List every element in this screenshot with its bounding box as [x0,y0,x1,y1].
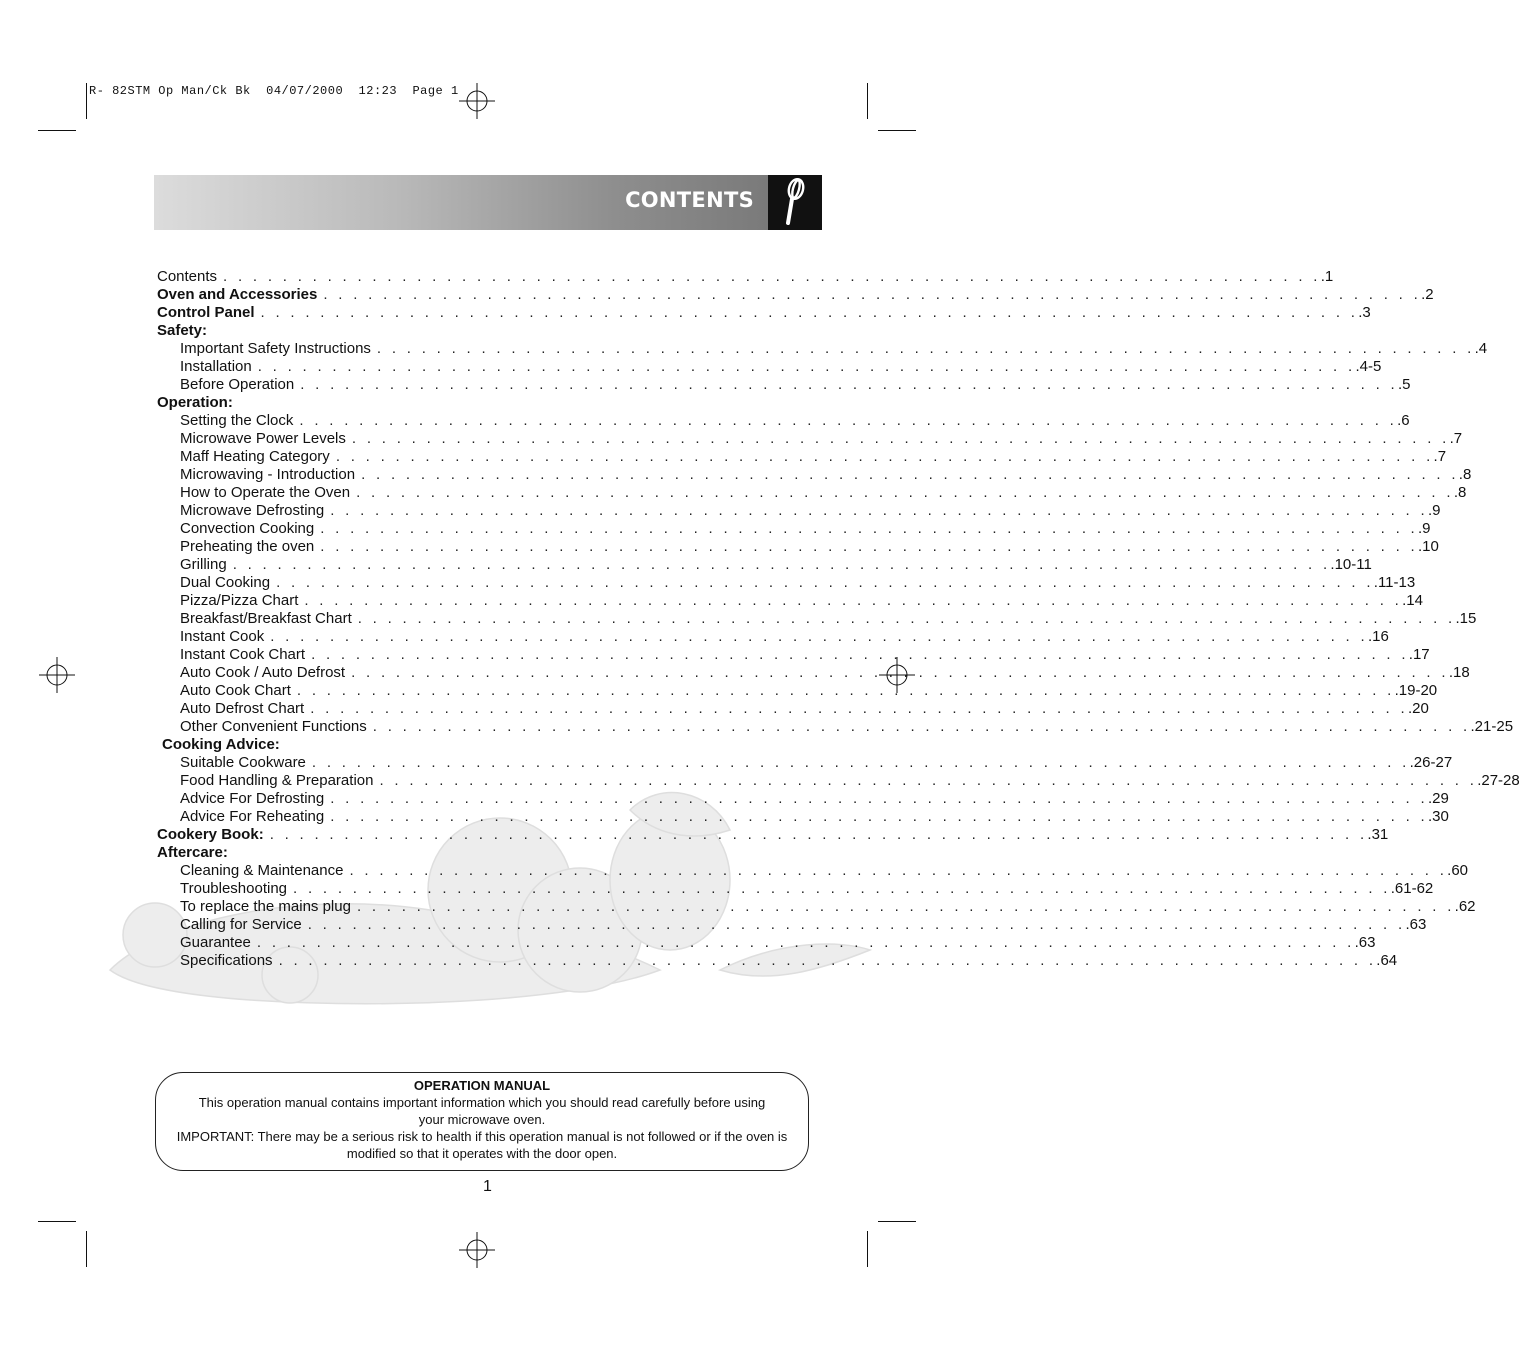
toc-leader-dots: . . . . . . . . . . . . . . . . . . . . . . . . . . . . . . . . . . . . . . . . . . . . . . . . . . . . . . . . . . . . . . . . . . . . . . . . . . [310,700,1408,717]
banner-icon-box [768,175,822,230]
toc-entry-page: .4 [1474,340,1488,357]
toc-entry-label: Cooking Advice: [162,736,280,753]
toc-entry-label: Advice For Defrosting [180,790,325,807]
toc-entry-label: Advice For Reheating [180,808,325,825]
toc-leader-dots: . . . . . . . . . . . . . . . . . . . . . . . . . . . . . . . . . . . . . . . . . . . . . . . . . . . . . . . . . . . . . . . . . . . . . . . . . . [320,538,1418,555]
toc-leader-dots: . . . . . . . . . . . . . . . . . . . . . . . . . . . . . . . . . . . . . . . . . . . . . . . . . . . . . . . . . . . . . . . . . . . . . . . . . . [311,646,1409,663]
toc-entry [157,808,1449,826]
toc-entry [157,700,1429,718]
toc-entry [157,592,1423,610]
toc-entry [157,322,814,340]
toc-entry-label: Auto Cook / Auto Defrost [180,664,346,681]
toc-leader-dots: . . . . . . . . . . . . . . . . . . . . . . . . . . . . . . . . . . . . . . . . . . . . . . . . . . . . . . . . . . . . . . . . . . . . . . . . . . [299,412,1398,429]
toc-entry [157,484,1467,502]
toc-entry [157,898,1476,916]
toc-entry [157,340,1488,358]
toc-leader-dots: . . . . . . . . . . . . . . . . . . . . . . . . . . . . . . . . . . . . . . . . . . . . . . . . . . . . . . . . . . . . . . . . . . . . . . . . . . [323,286,1422,303]
toc-leader-dots: . . . . . . . . . . . . . . . . . . . . . . . . . . . . . . . . . . . . . . . . . . . . . . . . . . . . . . . . . . . . . . . . . . . . . . . . . . [379,772,1478,789]
toc-entry [157,916,1427,934]
toc-entry-label: Oven and Accessories [157,286,318,303]
toc-entry [157,358,1382,376]
toc-entry-label: Important Safety Instructions [180,340,371,357]
toc-leader-dots: . . . . . . . . . . . . . . . . . . . . . . . . . . . . . . . . . . . . . . . . . . . . . . . . . . . . . . . . . . . . . . . . . . . . . . . . . . [330,790,1428,807]
toc-leader-dots: . . . . . . . . . . . . . . . . . . . . . . . . . . . . . . . . . . . . . . . . . . . . . . . . . . . . . . . . . . . . . . . . . . . . . . . . . . [223,268,1321,285]
toc-entry [157,466,1472,484]
crop-mark [38,1221,76,1222]
toc-entry-page: .29 [1427,790,1449,807]
page-number: 1 [483,1178,492,1195]
toc-entry-label: Installation [180,358,252,375]
toc-entry-label: Before Operation [180,376,295,393]
toc-entry-label: Auto Defrost Chart [180,700,305,717]
toc-entry-page: .1 [1320,268,1334,285]
toc-entry-label: Instant Cook [180,628,265,645]
toc-entry-page: .61-62 [1390,880,1434,897]
toc-entry [157,376,1411,394]
toc-leader-dots: . . . . . . . . . . . . . . . . . . . . . . . . . . . . . . . . . . . . . . . . . . . . . . . . . . . . . . . . . . . . . . . . . . . . . . . . . . [376,340,1475,357]
toc-leader-dots: . . . . . . . . . . . . . . . . . . . . . . . . . . . . . . . . . . . . . . . . . . . . . . . . . . . . . . . . . . . . . . . . . . . . . . . . . . [300,376,1398,393]
toc-entry-label: Setting the Clock [180,412,294,429]
toc-leader-dots: . . . . . . . . . . . . . . . . . . . . . . . . . . . . . . . . . . . . . . . . . . . . . . . . . . . . . . . . . . . . . . . . . . . . . . . . . . [349,862,1448,879]
crop-mark [86,1231,87,1267]
toc-entry [157,628,1389,646]
toc-entry [157,574,1416,592]
toc-entry-page: .20 [1407,700,1429,717]
toc-entry-page: .17 [1408,646,1430,663]
toc-entry-label: Control Panel [157,304,255,321]
toc-entry [157,934,1376,952]
toc-entry-page: .16 [1367,628,1389,645]
toc-leader-dots: . . . . . . . . . . . . . . . . . . . . . . . . . . . . . . . . . . . . . . . . . . . . . . . . . . . . . . . . . . . . . . . . . . . . . . . . . . [351,430,1450,447]
toc-entry-page: .3 [1358,304,1371,321]
toc-entry-label: To replace the mains plug [180,898,351,915]
toc-entry [157,538,1439,556]
toc-entry [157,880,1434,898]
toc-entry-page: .4-5 [1355,358,1382,375]
toc-entry [157,844,814,862]
toc-entry-label: Microwave Power Levels [180,430,346,447]
notice-line: modified so that it operates with the door open. [346,1146,618,1161]
toc-leader-dots: . . . . . . . . . . . . . . . . . . . . . . . . . . . . . . . . . . . . . . . . . . . . . . . . . . . . . . . . . . . . . . . . . . . . . . . . . . [357,610,1456,627]
crop-mark [878,1221,916,1222]
toc-entry [157,286,1434,304]
crop-mark [86,83,87,119]
toc-entry-label: Dual Cooking [180,574,271,591]
toc-entry [157,556,1372,574]
toc-entry [157,520,1431,538]
toc-leader-dots: . . . . . . . . . . . . . . . . . . . . . . . . . . . . . . . . . . . . . . . . . . . . . . . . . . . . . . . . . . . . . . . . . . . . . . . . . . [307,916,1406,933]
toc-leader-dots: . . . . . . . . . . . . . . . . . . . . . . . . . . . . . . . . . . . . . . . . . . . . . . . . . . . . . . . . . . . . . . . . . . . . . . . . . . [351,664,1449,681]
toc-leader-dots: . . . . . . . . . . . . . . . . . . . . . . . . . . . . . . . . . . . . . . . . . . . . . . . . . . . . . . . . . . . . . . . . . . . . . . . . . . [311,754,1410,771]
notice-line: your microwave oven. [418,1112,546,1127]
toc-entry-page: .9 [1417,520,1431,537]
toc-entry-label: Safety: [157,322,208,339]
toc-entry-label: Calling for Service [180,916,302,933]
contents-banner [154,175,768,230]
toc-entry-label: Microwaving - Introduction [180,466,356,483]
toc-entry-label: Microwave Defrosting [180,502,325,519]
toc-entry [157,790,1449,808]
toc-leader-dots: . . . . . . . . . . . . . . . . . . . . . . . . . . . . . . . . . . . . . . . . . . . . . . . . . . . . . . . . . . . . . . . . . . . . . . . . . . [256,934,1355,951]
toc-entry-page: .2 [1421,286,1434,303]
crop-mark [867,83,868,119]
toc-entry [157,304,1371,322]
toc-entry-page: .64 [1376,952,1398,969]
toc-leader-dots: . . . . . . . . . . . . . . . . . . . . . . . . . . . . . . . . . . . . . . . . . . . . . . . . . . . . . . . . . . . . . . . . . . . . . . . . . . [260,304,1359,321]
toc-entry [157,646,1430,664]
toc-entry-label: How to Operate the Oven [180,484,351,501]
toc-entry-label: Cleaning & Maintenance [180,862,344,879]
toc-entry-label: Grilling [180,556,227,573]
toc-entry-label: Instant Cook Chart [180,646,306,663]
whisk-icon [768,175,822,230]
toc-entry [157,502,1441,520]
toc-entry [157,736,814,754]
toc-entry-page: .31 [1367,826,1389,843]
toc-entry-page: .27-28 [1477,772,1520,789]
toc-leader-dots: . . . . . . . . . . . . . . . . . . . . . . . . . . . . . . . . . . . . . . . . . . . . . . . . . . . . . . . . . . . . . . . . . . . . . . . . . . [320,520,1418,537]
toc-entry-page: .30 [1427,808,1449,825]
toc-entry-page: .8 [1458,466,1472,483]
toc-entry-label: Maff Heating Category [180,448,330,465]
toc-entry [157,826,1389,844]
toc-leader-dots: . . . . . . . . . . . . . . . . . . . . . . . . . . . . . . . . . . . . . . . . . . . . . . . . . . . . . . . . . . . . . . . . . . . . . . . . . . [330,808,1428,825]
toc-entry [157,682,1438,700]
toc-entry-label: Convection Cooking [180,520,315,537]
toc-entry-page: .11-13 [1373,574,1416,591]
toc-entry-page: .5 [1397,376,1411,393]
toc-entry-label: Other Convenient Functions [180,718,367,735]
operation-manual-notice [155,1072,809,1171]
toc-entry-label: Guarantee [180,934,251,951]
toc-entry-label: Aftercare: [157,844,228,861]
toc-entry-label: Specifications [180,952,273,969]
toc-entry-label: Food Handling & Preparation [180,772,374,789]
registration-mark-icon [39,657,75,693]
toc-entry-page: .7 [1433,448,1447,465]
registration-mark-icon [459,83,495,119]
crop-mark [867,1231,868,1267]
toc-entry [157,754,1453,772]
toc-leader-dots: . . . . . . . . . . . . . . . . . . . . . . . . . . . . . . . . . . . . . . . . . . . . . . . . . . . . . . . . . . . . . . . . . . . . . . . . . . [356,484,1454,501]
toc-leader-dots: . . . . . . . . . . . . . . . . . . . . . . . . . . . . . . . . . . . . . . . . . . . . . . . . . . . . . . . . . . . . . . . . . . . . . . . . . . [276,574,1374,591]
toc-entry-page: .10 [1418,538,1439,555]
toc-entry-label: Pizza/Pizza Chart [180,592,299,609]
registration-mark-icon [459,1232,495,1268]
toc-entry-page: .19-20 [1394,682,1438,699]
toc-leader-dots: . . . . . . . . . . . . . . . . . . . . . . . . . . . . . . . . . . . . . . . . . . . . . . . . . . . . . . . . . . . . . . . . . . . . . . . . . . [257,358,1356,375]
toc-leader-dots: . . . . . . . . . . . . . . . . . . . . . . . . . . . . . . . . . . . . . . . . . . . . . . . . . . . . . . . . . . . . . . . . . . . . . . . . . . [361,466,1459,483]
toc-entry-label: Operation: [157,394,233,411]
toc-entry [157,718,1514,736]
toc-entry-page: .60 [1447,862,1469,879]
toc-leader-dots: . . . . . . . . . . . . . . . . . . . . . . . . . . . . . . . . . . . . . . . . . . . . . . . . . . . . . . . . . . . . . . . . . . . . . . . . . . [296,682,1395,699]
toc-entry-page: .63 [1405,916,1427,933]
toc-entry [157,610,1477,628]
toc-entry-page: .8 [1453,484,1467,501]
toc-entry [157,664,1470,682]
toc-leader-dots: . . . . . . . . . . . . . . . . . . . . . . . . . . . . . . . . . . . . . . . . . . . . . . . . . . . . . . . . . . . . . . . . . . . . . . . . . . [335,448,1434,465]
toc-leader-dots: . . . . . . . . . . . . . . . . . . . . . . . . . . . . . . . . . . . . . . . . . . . . . . . . . . . . . . . . . . . . . . . . . . . . . . . . . . [269,826,1368,843]
toc-leader-dots: . . . . . . . . . . . . . . . . . . . . . . . . . . . . . . . . . . . . . . . . . . . . . . . . . . . . . . . . . . . . . . . . . . . . . . . . . . [356,898,1455,915]
crop-mark [878,130,916,131]
toc-entry-page: .21-25 [1470,718,1514,735]
toc-entry-label: Auto Cook Chart [180,682,291,699]
toc-leader-dots: . . . . . . . . . . . . . . . . . . . . . . . . . . . . . . . . . . . . . . . . . . . . . . . . . . . . . . . . . . . . . . . . . . . . . . . . . . [330,502,1428,519]
toc-entry-page: .6 [1397,412,1410,429]
toc-entry-page: .14 [1402,592,1423,609]
toc-entry-page: .18 [1448,664,1470,681]
toc-entry [157,448,1447,466]
toc-entry-label: Troubleshooting [180,880,288,897]
toc-entry-page: .7 [1449,430,1463,447]
toc-entry [157,268,1334,286]
toc-leader-dots: . . . . . . . . . . . . . . . . . . . . . . . . . . . . . . . . . . . . . . . . . . . . . . . . . . . . . . . . . . . . . . . . . . . . . . . . . . [372,718,1471,735]
toc-leader-dots: . . . . . . . . . . . . . . . . . . . . . . . . . . . . . . . . . . . . . . . . . . . . . . . . . . . . . . . . . . . . . . . . . . . . . . . . . . [232,556,1331,573]
toc-entry [157,430,1463,448]
toc-entry-page: .26-27 [1409,754,1453,771]
toc-entry-label: Suitable Cookware [180,754,306,771]
toc-entry [157,862,1469,880]
toc-entry-label: Cookery Book: [157,826,264,843]
toc-entry-page: .10-11 [1330,556,1372,573]
notice-line: This operation manual contains important information which you should read carefully before using [198,1095,766,1110]
toc-entry-page: .9 [1427,502,1441,519]
toc-entry [157,772,1520,790]
toc-entry [157,952,1398,970]
toc-entry-label: Breakfast/Breakfast Chart [180,610,352,627]
toc-entry-label: Preheating the oven [180,538,315,555]
page-title: CONTENTS [625,188,754,212]
toc-leader-dots: . . . . . . . . . . . . . . . . . . . . . . . . . . . . . . . . . . . . . . . . . . . . . . . . . . . . . . . . . . . . . . . . . . . . . . . . . . [278,952,1377,969]
notice-line: IMPORTANT: There may be a serious risk to health if this operation manual is not followed or if the oven is [176,1129,788,1144]
toc-entry [157,394,814,412]
toc-entry [157,412,1410,430]
notice-title: OPERATION MANUAL [413,1078,551,1093]
toc-entry-label: Contents [157,268,218,285]
toc-leader-dots: . . . . . . . . . . . . . . . . . . . . . . . . . . . . . . . . . . . . . . . . . . . . . . . . . . . . . . . . . . . . . . . . . . . . . . . . . . [270,628,1368,645]
toc-entry-page: .62 [1454,898,1476,915]
crop-mark [38,130,76,131]
toc-leader-dots: . . . . . . . . . . . . . . . . . . . . . . . . . . . . . . . . . . . . . . . . . . . . . . . . . . . . . . . . . . . . . . . . . . . . . . . . . . [304,592,1403,609]
print-slug: R- 82STM Op Man/Ck Bk 04/07/2000 12:23 Page 1 [89,84,459,98]
toc-entry-page: .63 [1354,934,1376,951]
toc-entry-page: .15 [1455,610,1477,627]
toc-leader-dots: . . . . . . . . . . . . . . . . . . . . . . . . . . . . . . . . . . . . . . . . . . . . . . . . . . . . . . . . . . . . . . . . . . . . . . . . . . [293,880,1391,897]
table-of-contents [157,268,1520,970]
